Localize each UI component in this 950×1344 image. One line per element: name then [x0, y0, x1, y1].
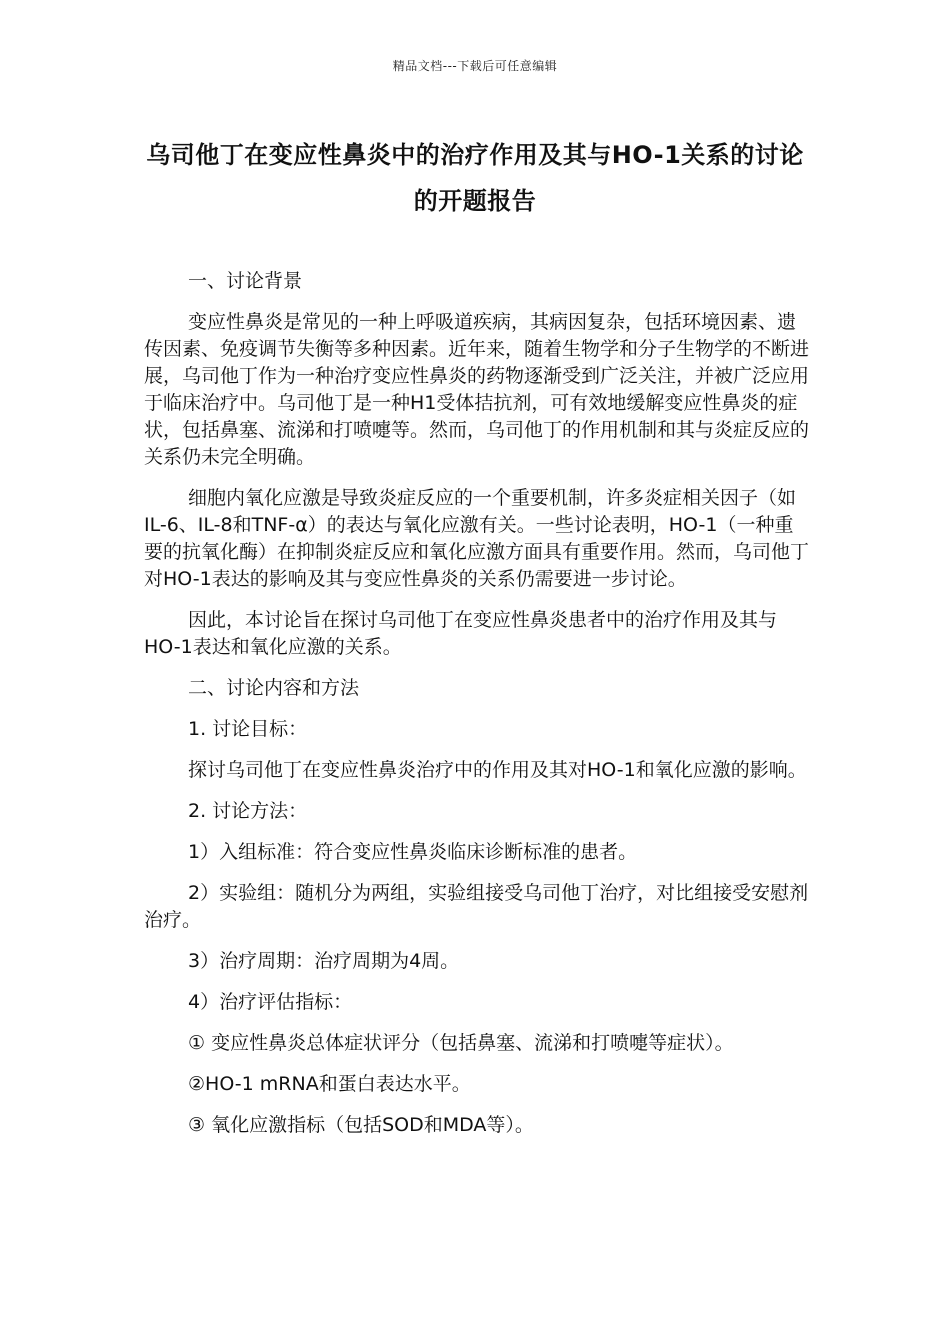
- list-item-groups: 2）实验组：随机分为两组，实验组接受乌司他丁治疗，对比组接受安慰剂治疗。: [144, 882, 809, 931]
- page-header: 精品文档---下载后可任意编辑: [392, 59, 558, 73]
- indicator-item-2: ②HO-1 mRNA和蛋白表达水平。: [188, 1073, 471, 1095]
- paragraph-objective: 探讨乌司他丁在变应性鼻炎治疗中的作用及其对HO-1和氧化应激的影响。: [188, 759, 807, 781]
- paragraph-background-3: 因此，本讨论旨在探讨乌司他丁在变应性鼻炎患者中的治疗作用及其与HO-1表达和氧化应激的关系。: [144, 609, 778, 658]
- document-title: 乌司他丁在变应性鼻炎中的治疗作用及其与HO-1关系的讨论的开题报告: [146, 141, 804, 215]
- list-item-indicators: 4）治疗评估指标：: [188, 991, 353, 1013]
- section-heading-background: 一、讨论背景: [188, 270, 303, 292]
- indicator-item-1: ① 变应性鼻炎总体症状评分（包括鼻塞、流涕和打喷嚏等症状）。: [188, 1032, 734, 1054]
- section-heading-methods: 二、讨论内容和方法: [188, 677, 360, 699]
- document-body: [144, 268, 812, 1153]
- subheading-methods: 2. 讨论方法：: [188, 800, 308, 822]
- list-item-inclusion: 1）入组标准：符合变应性鼻炎临床诊断标准的患者。: [188, 841, 638, 863]
- paragraph-background-1: 变应性鼻炎是常见的一种上呼吸道疾病，其病因复杂，包括环境因素、遗传因素、免疫调节失衡等多种因素。近年来，随着生物学和分子生物学的不断进展，乌司他丁作为一种治疗变应性鼻炎的药物逐渐受到广泛关注，并被广泛应用于临床治疗中。乌司他丁是一种H1受体拮抗剂，可有效地缓解变应性鼻炎的症状，包括鼻塞、流涕和打喷嚏等。然而，乌司他丁的作用机制和其与炎症反应的关系仍未完全明确。: [144, 311, 810, 468]
- paragraph-background-2: 细胞内氧化应激是导致炎症反应的一个重要机制，许多炎症相关因子（如IL-6、IL-8和TNF-α）的表达与氧化应激有关。一些讨论表明，HO-1（一种重要的抗氧化酶）在抑制炎症反应和氧化应激方面具有重要作用。然而，乌司他丁对HO-1表达的影响及其与变应性鼻炎的关系仍需要进一步讨论。: [144, 487, 810, 590]
- indicator-item-3: ③ 氧化应激指标（包括SOD和MDA等）。: [188, 1114, 534, 1136]
- subheading-objective: 1. 讨论目标：: [188, 718, 308, 740]
- list-item-period: 3）治疗周期：治疗周期为4周。: [188, 950, 460, 972]
